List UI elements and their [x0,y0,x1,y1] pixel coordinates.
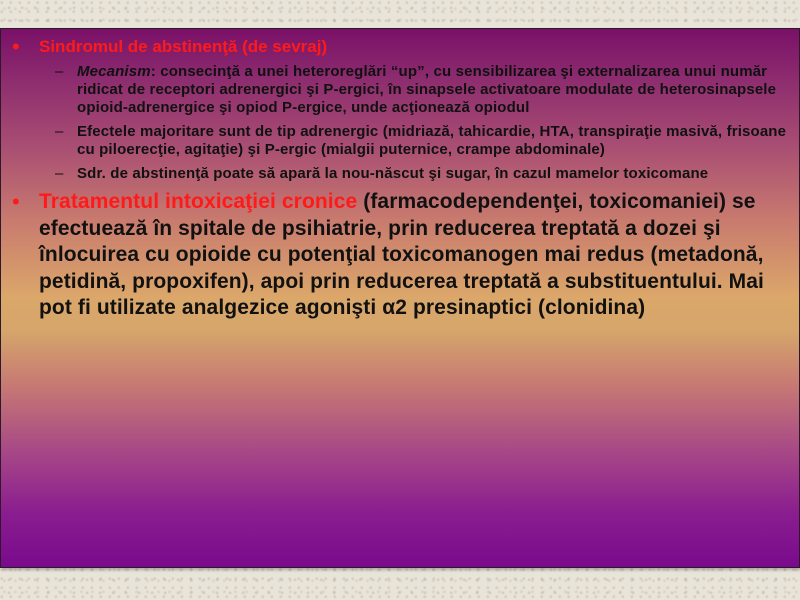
bullet-icon: • [12,34,20,59]
slide-panel [0,28,800,568]
dash-icon: – [55,165,64,182]
list-item [55,123,791,159]
slide-title: Sindromul de abstinenţă (de sevraj) [39,37,328,56]
newborn-text: Sdr. de abstinenţă poate să apară la nou-născut şi sugar, în cazul mamelor toxicomane [77,165,709,182]
treatment-body: (farmacodependenţei, toxicomaniei) se efectuează în spitale de psihiatrie, prin reducerea treptată a dozei şi înlocuirea cu opioide cu potenţial toxicomanogen mai redus (metadonă, petidină, propoxifen), apoi prin reducerea treptată a substituentului. Mai pot fi utilizate analgezice agonişti α2 presinaptici (clonidina) [39,190,764,319]
treatment-bullet-row [9,189,791,322]
slide-content [9,33,791,322]
title-bullet-row [9,33,791,61]
mechanism-body: : consecinţă a unei heteroreglări “up”, cu sensibilizarea şi externalizarea unui număr ridicat de receptori adrenergici şi P-ergici, în sinapsele activatoare modulate de heterosinapsele opioid-adrenergice şi opiod P-ergice, unde acţionează opiodul [77,63,777,116]
mechanism-label: Mecanism [77,63,151,80]
dash-icon: – [55,123,64,140]
bullet-icon: • [12,189,20,214]
dash-icon: – [55,63,64,80]
list-item [55,165,791,183]
treatment-highlight: Tratamentul intoxicaţiei cronice [39,190,358,213]
mechanism-text [77,63,791,117]
sub-bullet-list [55,63,791,183]
treatment-text [39,189,791,322]
effects-text: Efectele majoritare sunt de tip adrenergic (midriază, tahicardie, HTA, transpiraţie masivă, frisoane cu piloerecţie, agitaţie) şi P-ergic (mialgii puternice, crampe abdominale) [77,123,787,158]
list-item [55,63,791,117]
